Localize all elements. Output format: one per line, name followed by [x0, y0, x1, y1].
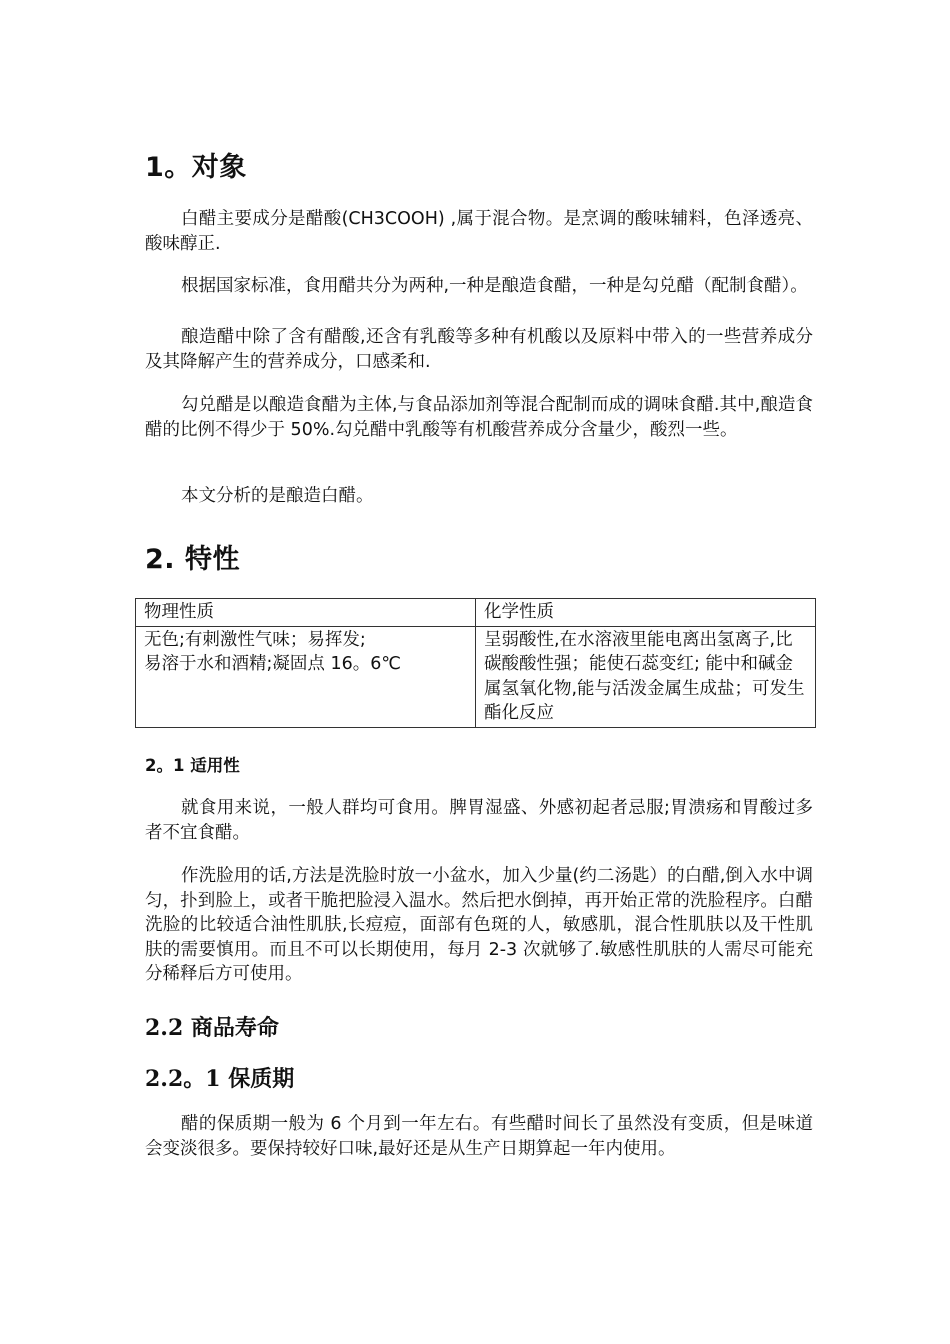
paragraph-face-wash: 作洗脸用的话,方法是洗脸时放一小盆水，加入少量(约二汤匙）的白醋,倒入水中调匀，扑到脸上，或者干脆把脸浸入温水。然后把水倒掉，再开始正常的洗脸程序。白醋洗脸的比较适合油性肌肤,长痘痘，面部有色斑的人，敏感肌，混合性肌肤以及干性肌肤的需要慎用。而且不可以长期使用，每月 2-3 次就够了.敏感性肌肤的人需尽可能充分稀释后方可使用。	[145, 866, 813, 984]
paragraph-national-standard: 根据国家标准，食用醋共分为两种,一种是酿造食醋，一种是勾兑醋（配制食醋）。	[181, 276, 808, 296]
paragraph-blended-vinegar: 勾兑醋是以酿造食醋为主体,与食品添加剂等混合配制而成的调味食醋.其中,酿造食醋的比例不得少于 50%.勾兑醋中乳酸等有机酸营养成分含量少，酸烈一些。	[145, 395, 813, 440]
physical-line: 易溶于水和酒精;凝固点 16。6℃	[144, 654, 402, 674]
paragraph-brewed-vinegar: 酿造醋中除了含有醋酸,还含有乳酸等多种有机酸以及原料中带入的一些营养成分及其降解产生的营养成分，口感柔和.	[145, 327, 813, 372]
paragraph-scope-note: 本文分析的是酿造白醋。	[181, 486, 374, 506]
header-physical: 物理性质	[136, 599, 476, 627]
physical-line: 无色;有刺激性气味；易挥发;	[144, 629, 366, 650]
table-row	[136, 626, 816, 727]
paragraph-edible-use: 就食用来说，一般人群均可食用。脾胃湿盛、外感初起者忌服;胃溃疡和胃酸过多者不宜食醋。	[145, 798, 813, 843]
subsection-title-applicability: 2。1 适用性	[145, 756, 240, 775]
header-chemical: 化学性质	[476, 599, 816, 627]
section-title-object: 1。对象	[145, 152, 247, 183]
cell-physical	[136, 626, 476, 727]
section-title-properties: 2. 特性	[145, 544, 240, 575]
table-header-row	[136, 599, 816, 627]
paragraph-white-vinegar-composition: 白醋主要成分是醋酸(CH3COOH) ,属于混合物。是烹调的酸味辅料，色泽透亮、酸味醇正.	[145, 209, 813, 254]
cell-chemical: 呈弱酸性,在水溶液里能电离出氢离子,比碳酸酸性强；能使石蕊变红; 能中和碱金属氢氧化物,能与活泼金属生成盐；可发生酯化反应	[476, 626, 816, 727]
subsection-title-shelf-life: 2.2 商品寿命	[145, 1015, 279, 1041]
subsection-title-guarantee-period: 2.2。1 保质期	[145, 1066, 295, 1092]
paragraph-guarantee-period: 醋的保质期一般为 6 个月到一年左右。有些醋时间长了虽然没有变质，但是味道会变淡很多。要保持较好口味,最好还是从生产日期算起一年内使用。	[145, 1114, 813, 1159]
properties-table	[135, 598, 816, 728]
